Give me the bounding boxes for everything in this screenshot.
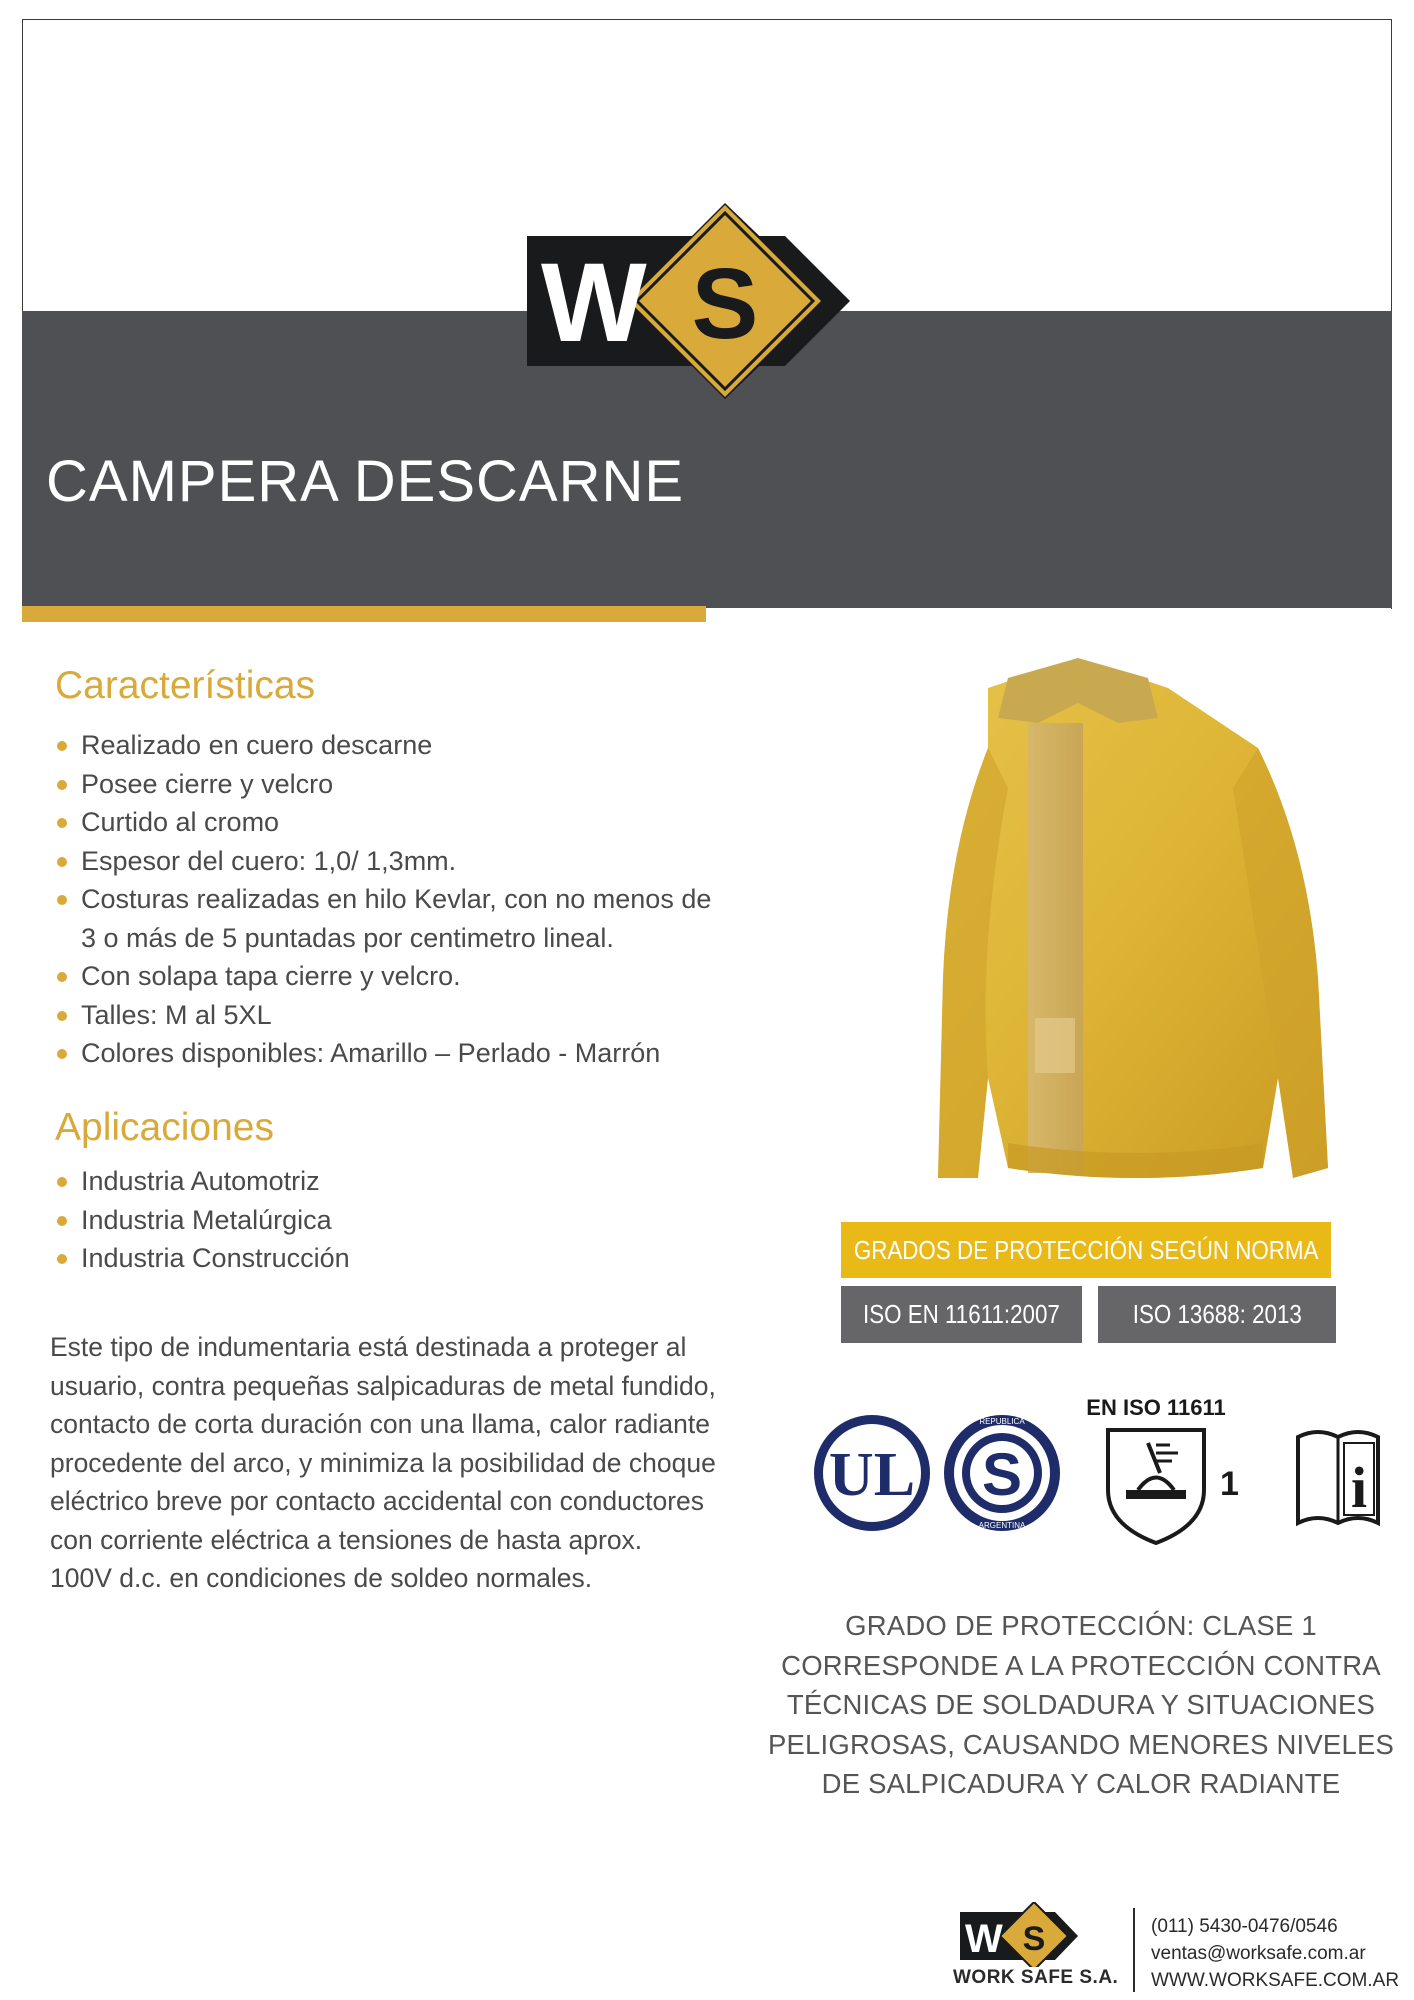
logo-s: S [691,248,759,360]
contact-email[interactable]: ventas@worksafe.com.ar [1151,1943,1366,1964]
bullet-dot [57,857,67,867]
s-mark-text: S [981,1441,1023,1508]
jacket-image [838,648,1338,1208]
s-mark-bottom-text: ARGENTINA [978,1521,1026,1530]
s-mark-top-text: REPUBLICA [979,1417,1025,1426]
logo-w: W [541,240,647,365]
contact-website[interactable]: WWW.WORKSAFE.COM.AR [1151,1970,1400,1991]
footer-ws-logo [960,1902,1095,1967]
s-mark-icon [944,1415,1060,1531]
class-number: 1 [1220,1465,1239,1503]
list-item: Industria Construcción [55,1239,350,1278]
product-title: CAMPERA DESCARNE [46,449,685,514]
ws-logo [527,203,887,408]
list-item: Espesor del cuero: 1,0/ 1,3mm. [55,842,711,881]
footer-logo-s: S [1022,1920,1046,1958]
protection-grade-text: GRADO DE PROTECCIÓN: CLASE 1 CORRESPONDE A LA PROTECCIÓN CONTRA TÉCNICAS DE SOLDADURA Y SITUACIONES PELIGROSAS, CAUSANDO MENORES NIVELES DE SALPICADURA Y CALOR RADIANTE [767,1610,1395,1799]
list-item: Industria Automotriz [55,1162,350,1201]
bullet-dot [57,1177,67,1187]
ul-icon [814,1415,930,1531]
bullet-dot [57,895,67,905]
footer-contact [1151,1913,1399,1994]
bullet-dot [57,1049,67,1059]
contact-phone: (011) 5430-0476/0546 [1151,1916,1338,1937]
footer-company-name: WORK SAFE S.A. [953,1967,1119,1988]
applications-title: Aplicaciones [55,1106,274,1149]
bullet-dot [57,1254,67,1264]
footer-logo-w: W [965,1917,1003,1961]
bullet-dot [57,1011,67,1021]
list-item: Colores disponibles: Amarillo – Perlado - Marrón [55,1034,711,1073]
list-item: Industria Metalúrgica [55,1201,350,1240]
ul-text: UL [828,1441,916,1509]
bullet-dot [57,780,67,790]
applications-list [55,1162,350,1278]
norm-box-1: ISO EN 11611:2007 [841,1286,1082,1343]
certification-icons [808,1395,1398,1545]
product-description: Este tipo de indumentaria está destinada a proteger al usuario, contra pequeñas salpicaduras de metal fundido, contacto de corta duración con una llama, calor radiante procedente del arco, y minimiza la posibilidad de choque eléctrico breve por contacto accidental con conductores con corriente eléctrica a tensiones de hasta aprox. 100V d.c. en condiciones de soldeo normales. [50,1332,716,1593]
norm-box-2: ISO 13688: 2013 [1098,1286,1336,1343]
info-book-icon [1298,1432,1378,1523]
bullet-dot [57,818,67,828]
list-item: Con solapa tapa cierre y velcro. [55,957,711,996]
gold-underline [22,606,706,622]
features-title: Características [55,664,316,707]
features-list [55,726,711,1073]
bullet-dot [57,1216,67,1226]
welding-shield-icon [1086,1395,1239,1543]
info-text: i [1350,1455,1368,1520]
norm-banner: GRADOS DE PROTECCIÓN SEGÚN NORMA [841,1222,1331,1278]
list-item: Realizado en cuero descarne [55,726,711,765]
en-iso-label: EN ISO 11611 [1086,1395,1226,1420]
bullet-dot [57,972,67,982]
list-item-continuation: 3 o más de 5 puntadas por centimetro lineal. [81,922,614,953]
list-item: Talles: M al 5XL [55,996,711,1035]
list-item: Costuras realizadas en hilo Kevlar, con no menos de [55,880,711,919]
footer-divider [1133,1908,1135,1992]
list-item: Posee cierre y velcro [55,765,711,804]
list-item: Curtido al cromo [55,803,711,842]
bullet-dot [57,741,67,751]
